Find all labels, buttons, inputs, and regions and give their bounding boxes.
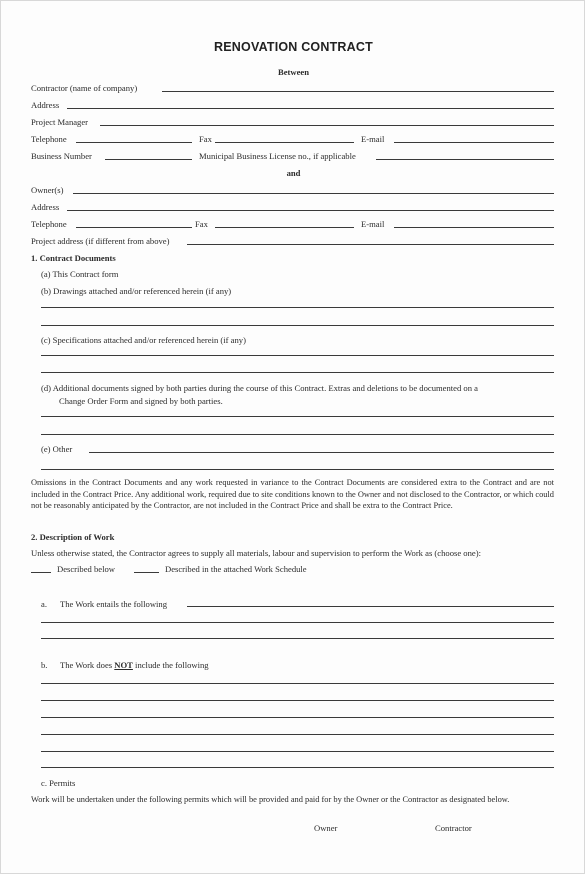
section2-b-label-pre: The Work does xyxy=(60,660,115,670)
contractor-name-label: Contractor (name of company) xyxy=(31,83,138,93)
section1-d-line-1[interactable] xyxy=(41,416,554,417)
section1-e-line-2[interactable] xyxy=(41,469,554,470)
business-license-label: Municipal Business License no., if applicable xyxy=(199,151,356,161)
section2-b-prefix: b. xyxy=(41,660,48,670)
option-work-schedule-blank[interactable] xyxy=(134,572,159,573)
project-manager-label: Project Manager xyxy=(31,117,89,127)
owners-field[interactable] xyxy=(73,193,554,194)
permits-paragraph: Work will be undertaken under the following permits which will be provided and paid for by the Owner or the Contractor as designated below. xyxy=(31,795,510,804)
section2-b-label xyxy=(60,660,209,671)
business-number-label: Business Number xyxy=(31,151,92,161)
contractor-address-field[interactable] xyxy=(67,108,554,109)
project-manager-field[interactable] xyxy=(100,125,554,126)
owner-email-label: E-mail xyxy=(361,219,385,229)
section1-item-d-line1: (d) Additional documents signed by both parties during the course of this Contract. Extras and deletions to be documented on a xyxy=(41,383,478,393)
contractor-address-label: Address xyxy=(31,100,60,110)
section2-heading: 2. Description of Work xyxy=(31,532,115,542)
section1-e-line-1[interactable] xyxy=(89,452,554,453)
contractor-email-field[interactable] xyxy=(394,142,554,143)
between-label: Between xyxy=(277,67,310,77)
contractor-fax-field[interactable] xyxy=(215,142,354,143)
business-number-field[interactable] xyxy=(105,159,192,160)
section2-a-prefix: a. xyxy=(41,599,47,609)
section2-b-line-6[interactable] xyxy=(41,767,554,768)
owner-telephone-field[interactable] xyxy=(76,227,192,228)
section1-item-b: (b) Drawings attached and/or referenced herein (if any) xyxy=(41,286,232,296)
owner-fax-field[interactable] xyxy=(215,227,354,228)
permits-contractor-column: Contractor xyxy=(435,823,472,833)
owner-email-field[interactable] xyxy=(394,227,554,228)
business-license-field[interactable] xyxy=(376,159,554,160)
section2-b-label-not: NOT xyxy=(114,660,133,670)
contractor-telephone-label: Telephone xyxy=(31,134,67,144)
permits-owner-column: Owner xyxy=(314,823,338,833)
section1-b-line-2[interactable] xyxy=(41,325,554,326)
section2-a-line-3[interactable] xyxy=(41,638,554,639)
section1-c-line-2[interactable] xyxy=(41,372,554,373)
section2-b-line-4[interactable] xyxy=(41,734,554,735)
section1-item-e: (e) Other xyxy=(41,444,73,454)
omissions-paragraph: Omissions in the Contract Documents and any work requested in variance to the Contract Documents are considered extra to the Contract and are not included in the Contract Price. Any additional work, required due to site conditions known to the Owner and not disclosed to the Contractor, or which could not be reasonably anticipated by the Contractor, are not included in the Contract Price and shall be extra to the Contract Price. xyxy=(31,478,554,511)
contractor-email-label: E-mail xyxy=(361,134,385,144)
section1-item-a: (a) This Contract form xyxy=(41,269,119,279)
owner-telephone-label: Telephone xyxy=(31,219,67,229)
section1-item-c: (c) Specifications attached and/or referenced herein (if any) xyxy=(41,335,246,345)
contractor-telephone-field[interactable] xyxy=(76,142,192,143)
section1-b-line-1[interactable] xyxy=(41,307,554,308)
permits-heading: c. Permits xyxy=(41,778,76,788)
owner-address-label: Address xyxy=(31,202,60,212)
section2-a-label: The Work entails the following xyxy=(60,599,168,609)
contractor-fax-label: Fax xyxy=(199,134,212,144)
option-described-below: Described below xyxy=(57,564,115,574)
option-described-below-blank[interactable] xyxy=(31,572,51,573)
option-work-schedule: Described in the attached Work Schedule xyxy=(165,564,307,574)
and-label: and xyxy=(286,168,301,178)
section1-c-line-1[interactable] xyxy=(41,355,554,356)
owner-fax-label: Fax xyxy=(195,219,208,229)
section2-b-line-2[interactable] xyxy=(41,700,554,701)
section2-b-line-5[interactable] xyxy=(41,751,554,752)
owners-label: Owner(s) xyxy=(31,185,64,195)
section2-b-line-3[interactable] xyxy=(41,717,554,718)
section2-a-line-1[interactable] xyxy=(187,606,554,607)
contractor-name-field[interactable] xyxy=(162,91,554,92)
owner-address-field[interactable] xyxy=(67,210,554,211)
section2-b-label-post: include the following xyxy=(132,660,209,670)
section1-d-line-2[interactable] xyxy=(41,434,554,435)
project-address-field[interactable] xyxy=(187,244,554,245)
section1-heading: 1. Contract Documents xyxy=(31,253,116,263)
section2-b-line-1[interactable] xyxy=(41,683,554,684)
project-address-label: Project address (if different from above) xyxy=(31,236,170,246)
section2-a-line-2[interactable] xyxy=(41,622,554,623)
section1-item-d-line2: Change Order Form and signed by both parties. xyxy=(59,396,223,406)
document-title: RENOVATION CONTRACT xyxy=(214,40,373,54)
section2-intro: Unless otherwise stated, the Contractor agrees to supply all materials, labour and supervision to perform the Work as (choose one): xyxy=(31,548,481,558)
